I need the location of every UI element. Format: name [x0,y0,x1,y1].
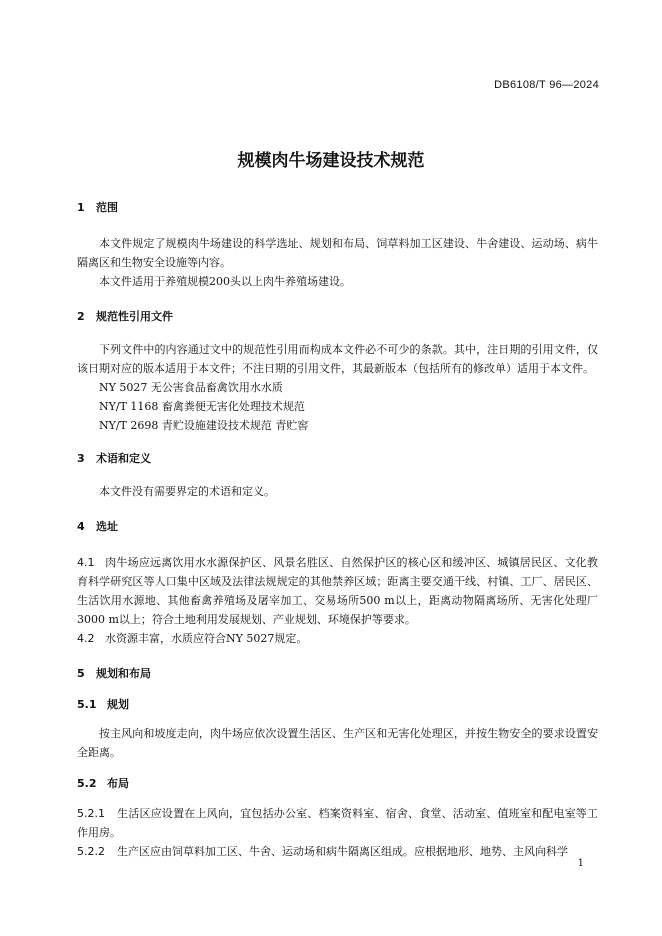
reference-item: NY 5027 无公害食品畜禽饮用水水质 [99,381,283,394]
clause [77,553,598,629]
section-number: 4 [77,520,85,533]
clause-text: 水资源丰富，水质应符合NY 5027规定。 [105,632,308,645]
clause-number: 5.2.2 [77,845,105,858]
clause-number: 5.2.1 [77,807,105,820]
page-number: 1 [577,858,584,869]
section-title: 范围 [96,201,118,214]
clause-text: 生产区应由饲草料加工区、牛舍、运动场和病牛隔离区组成。应根据地形、地势、主风向科学 [117,845,568,858]
section-title: 规划和布局 [96,667,151,680]
reference-item: NY/T 2698 青贮设施建设技术规范 青贮窖 [99,419,309,432]
section-title: 选址 [96,520,118,533]
section-title: 布局 [107,777,129,790]
section-heading-site-selection [77,517,598,536]
reference-item: NY/T 1168 畜禽粪便无害化处理技术规范 [99,400,305,413]
paragraph: 本文件适用于养殖规模200头以上肉牛养殖场建设。 [99,275,351,288]
subsection-heading-layout [77,774,598,793]
section-heading-scope [77,198,598,217]
clause-text: 生活区应设置在上风向，宜包括办公室、档案资料室、宿舍、食堂、活动室、值班室和配电室等工作用房。 [77,807,598,839]
paragraph: 本文件没有需要界定的术语和定义。 [99,485,275,498]
section-title: 规范性引用文件 [96,310,173,323]
clause-number: 4.2 [77,632,95,645]
section-number: 2 [77,310,85,323]
section-number: 5.1 [77,698,97,711]
document-title: 规模肉牛场建设技术规范 [237,151,425,171]
document-body [77,198,598,861]
section-heading-planning-layout [77,664,598,683]
section-number: 3 [77,452,85,465]
section-heading-normative-references [77,307,598,326]
paragraph: 本文件规定了规模肉牛场建设的科学选址、规划和布局、饲草料加工区建设、牛舍建设、运动场、病牛隔离区和生物安全设施等内容。 [77,237,598,269]
paragraph: 下列文件中的内容通过文中的规范性引用而构成本文件必不可少的条款。其中，注日期的引用文件，仅该日期对应的版本适用于本文件；不注日期的引用文件，其最新版本（包括所有的修改单）适用于本文件。 [77,343,598,375]
subsection-heading-planning [77,695,598,714]
section-number: 1 [77,201,85,214]
clause [77,804,598,842]
section-heading-terms [77,449,598,468]
section-number: 5 [77,667,85,680]
clause-text: 肉牛场应远离饮用水水源保护区、风景名胜区、自然保护区的核心区和缓冲区、城镇居民区、文化教育科学研究区等人口集中区域及法律法规规定的其他禁养区域；距离主要交通干线、村镇、工厂、居民区、生活饮用水源地、其他畜禽养殖场及屠宰加工、交易场所500 m以上，距离动物隔离场所、无害化处理厂3000 m以上；符合土地利用发展规划、产业规划、环境保护等要求。 [77,556,598,626]
clause-number: 4.1 [77,556,95,569]
clause [77,629,598,648]
paragraph: 按主风向和坡度走向，肉牛场应依次设置生活区、生产区和无害化处理区，并按生物安全的要求设置安全距离。 [77,727,598,759]
section-title: 规划 [107,698,129,711]
section-title: 术语和定义 [96,452,151,465]
clause [77,842,598,861]
section-number: 5.2 [77,777,97,790]
document-code: DB6108/T 96—2024 [494,79,599,91]
